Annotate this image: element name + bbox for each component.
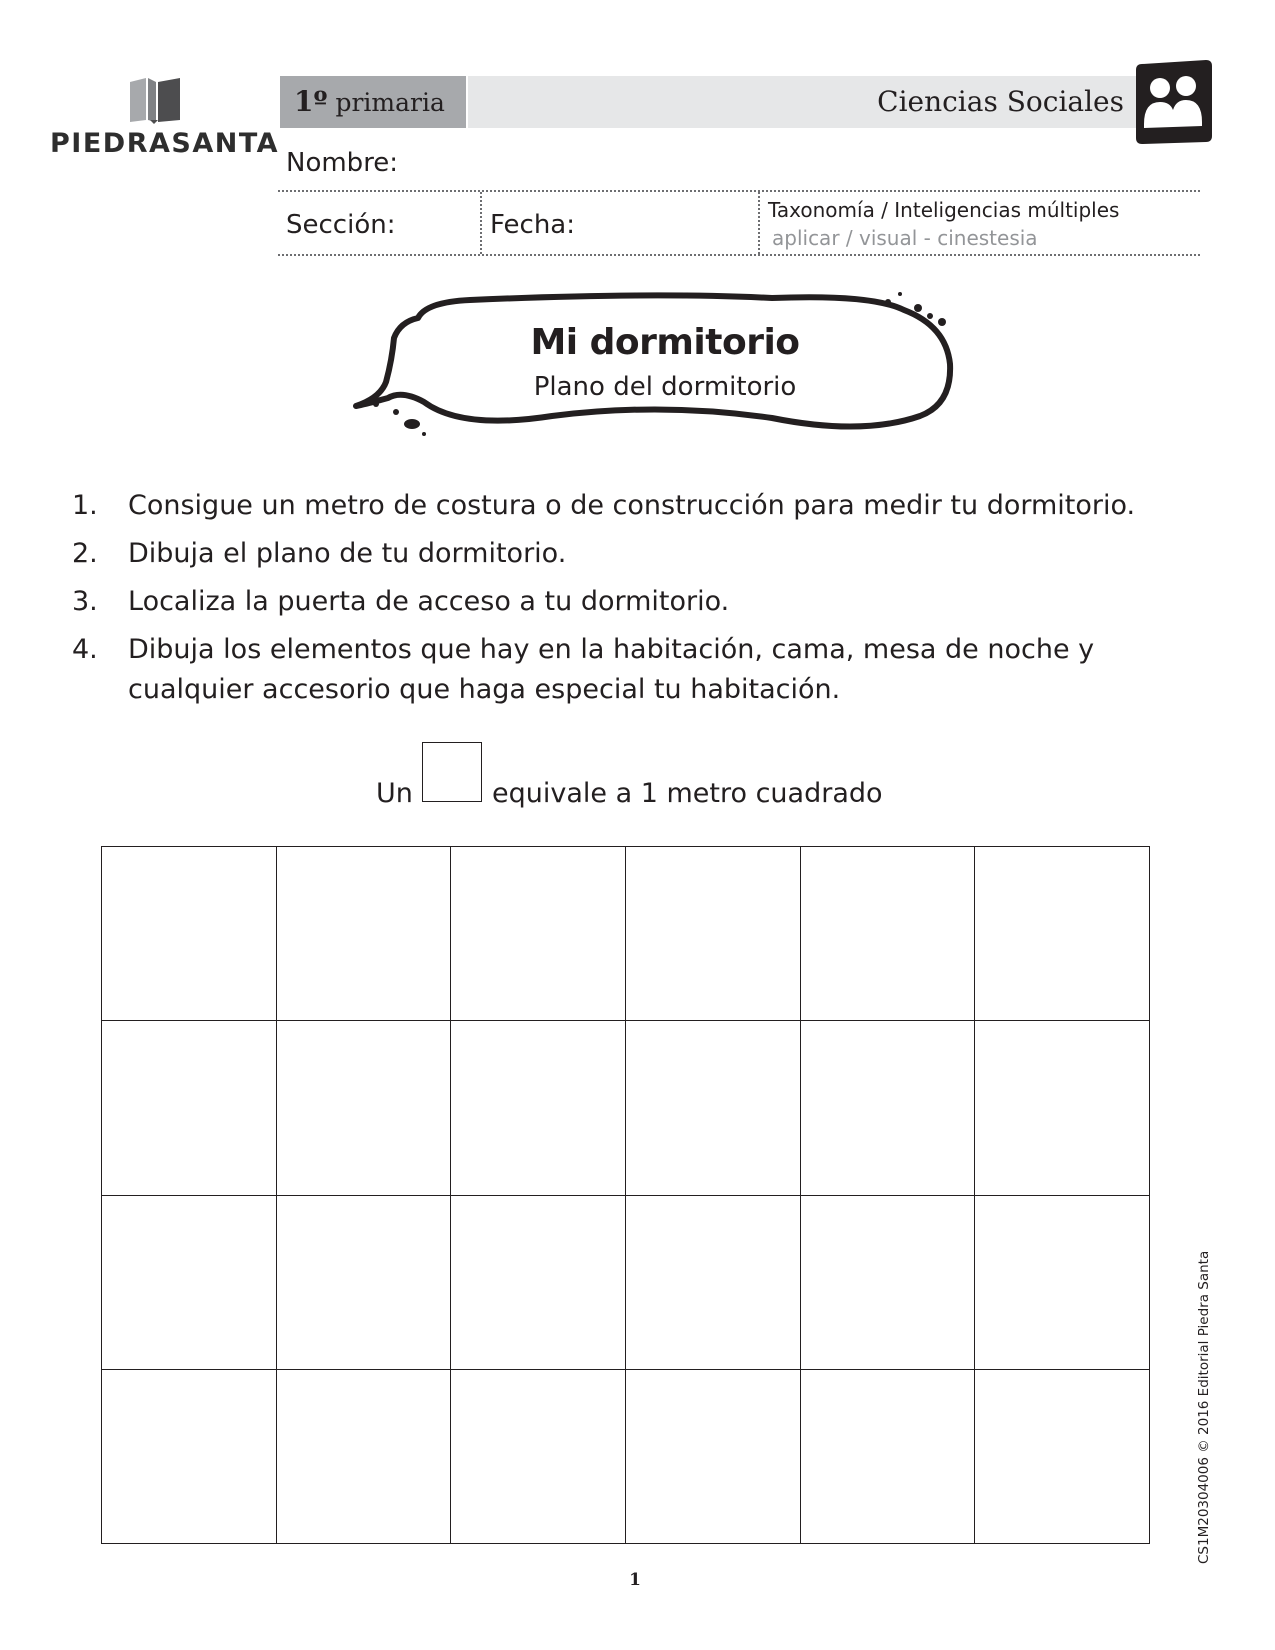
- grade-label: [280, 76, 466, 128]
- instruction-item: [72, 630, 1172, 710]
- grid-cell[interactable]: [975, 1021, 1150, 1195]
- instruction-item: [72, 486, 1172, 526]
- scale-suffix: equivale a 1 metro cuadrado: [492, 778, 883, 809]
- divider: [480, 192, 482, 254]
- instruction-text: Dibuja los elementos que hay en la habitación, cama, mesa de noche y cualquier accesorio que haga especial tu habitación.: [128, 634, 1095, 705]
- instruction-number: 4.: [72, 634, 98, 665]
- grid-cell[interactable]: [277, 1370, 452, 1544]
- grid-cell[interactable]: [626, 1021, 801, 1195]
- name-label: Nombre:: [286, 148, 399, 178]
- grade-number: 1º: [294, 85, 328, 118]
- grid-cell[interactable]: [102, 1021, 277, 1195]
- scale-square: [422, 742, 482, 802]
- taxonomy-title: Taxonomía / Inteligencias múltiples: [768, 198, 1120, 222]
- grid-cell[interactable]: [801, 847, 976, 1021]
- book-icon: [128, 76, 182, 124]
- grid-cell[interactable]: [102, 1370, 277, 1544]
- people-icon: [1132, 58, 1214, 146]
- grid-cell[interactable]: [451, 1196, 626, 1370]
- grid-cell[interactable]: [975, 1370, 1150, 1544]
- grid-cell[interactable]: [451, 1021, 626, 1195]
- grid-cell[interactable]: [277, 1021, 452, 1195]
- instruction-item: [72, 582, 1172, 622]
- grid-cell[interactable]: [626, 1196, 801, 1370]
- publisher-logo: [50, 72, 280, 162]
- divider: [758, 192, 760, 254]
- grid-cell[interactable]: [626, 1370, 801, 1544]
- instruction-number: 2.: [72, 538, 98, 569]
- grid-cell[interactable]: [975, 1196, 1150, 1370]
- grade-word: primaria: [335, 88, 445, 117]
- divider: [278, 190, 1200, 192]
- grid-cell[interactable]: [277, 1196, 452, 1370]
- grid-cell[interactable]: [975, 847, 1150, 1021]
- grid-cell[interactable]: [801, 1370, 976, 1544]
- floor-plan-grid[interactable]: [101, 846, 1150, 1544]
- subject-title: Ciencias Sociales: [468, 76, 1148, 128]
- taxonomy-values: aplicar / visual - cinestesia: [772, 226, 1038, 250]
- instruction-item: [72, 534, 1172, 574]
- instruction-text: Dibuja el plano de tu dormitorio.: [128, 538, 567, 569]
- worksheet-title: Mi dormitorio: [530, 322, 800, 363]
- grid-cell[interactable]: [102, 1196, 277, 1370]
- section-label: Sección:: [286, 210, 396, 240]
- instruction-number: 1.: [72, 490, 98, 521]
- instruction-number: 3.: [72, 586, 98, 617]
- grid-cell[interactable]: [277, 847, 452, 1021]
- grid-cell[interactable]: [451, 1370, 626, 1544]
- grid-cell[interactable]: [801, 1196, 976, 1370]
- date-label: Fecha:: [490, 210, 575, 240]
- scale-prefix: Un: [376, 778, 413, 809]
- instruction-text: Consigue un metro de costura o de construcción para medir tu dormitorio.: [128, 490, 1136, 521]
- grid-cell[interactable]: [451, 847, 626, 1021]
- divider: [278, 254, 1200, 256]
- grid-cell[interactable]: [102, 847, 277, 1021]
- worksheet-subtitle: Plano del dormitorio: [533, 372, 797, 402]
- title-badge-frame: [352, 286, 978, 446]
- grid-cell[interactable]: [801, 1021, 976, 1195]
- copyright-notice: CS1M20304006 © 2016 Editorial Piedra Santa: [1196, 1250, 1212, 1564]
- instruction-text: Localiza la puerta de acceso a tu dormitorio.: [128, 586, 730, 617]
- logo-text: PIEDRASANTA: [50, 128, 280, 159]
- page-number: 1: [629, 1570, 641, 1590]
- grid-cell[interactable]: [626, 847, 801, 1021]
